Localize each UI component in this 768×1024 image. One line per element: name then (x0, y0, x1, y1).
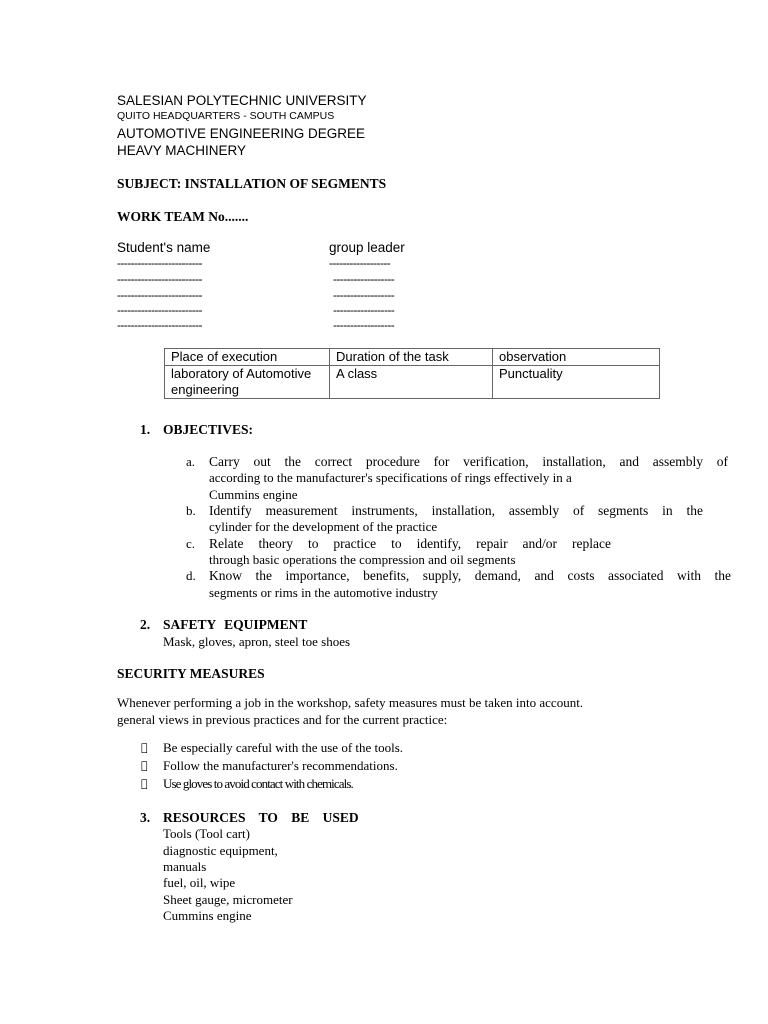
table-header-cell: Place of execution (165, 349, 330, 366)
group-member-blank: ------------------ (333, 288, 395, 302)
objective-b-line-1: Identify measurement instruments, installation, assembly of segments in the (209, 503, 703, 518)
area-name: HEAVY MACHINERY (117, 143, 247, 158)
table-cell: A class (330, 366, 493, 399)
table-header-cell: Duration of the task (330, 349, 493, 366)
resource-item: Tools (Tool cart) (163, 826, 250, 841)
group-leader-blank: ------------------ (329, 256, 391, 270)
bullet-icon (141, 777, 148, 790)
resource-item: fuel, oil, wipe (163, 875, 236, 890)
table-header-row (165, 349, 660, 366)
student-name-blank: ------------------------- (117, 318, 202, 332)
objectives-number: 1. (140, 422, 151, 437)
security-item: Use gloves to avoid contact with chemicals. (163, 776, 353, 791)
student-name-blank: ------------------------- (117, 303, 202, 317)
campus-name: QUITO HEADQUARTERS - SOUTH CAMPUS (117, 110, 335, 122)
table-cell: laboratory of Automotive engineering (165, 366, 330, 399)
objective-c-line-1: Relate theory to practice to identify, repair and/or replace (209, 536, 611, 551)
student-name-blank: ------------------------- (117, 256, 202, 270)
student-name-blank: ------------------------- (117, 288, 202, 302)
group-member-blank: ------------------ (333, 303, 395, 317)
group-leader-header: group leader (329, 240, 405, 255)
student-name-blank: ------------------------- (117, 272, 202, 286)
objective-letter: d. (186, 568, 196, 583)
resource-item: manuals (163, 859, 207, 874)
resources-number: 3. (140, 810, 151, 825)
degree-name: AUTOMOTIVE ENGINEERING DEGREE (117, 126, 366, 141)
student-name-header: Student's name (117, 240, 211, 255)
bullet-icon (141, 759, 148, 772)
table-header-cell: observation (493, 349, 660, 366)
objective-d-line-2: segments or rims in the automotive industry (209, 585, 438, 600)
objective-letter: c. (186, 536, 196, 551)
security-paragraph-1: Whenever performing a job in the workshop, safety measures must be taken into account. (117, 695, 584, 710)
table-cell: Punctuality (493, 366, 660, 399)
objective-b-line-2: cylinder for the development of the practice (209, 519, 438, 534)
safety-heading: SAFETY EQUIPMENT (163, 617, 308, 632)
objective-letter: a. (186, 454, 196, 469)
objective-c-line-2: through basic operations the compression and oil segments (209, 552, 516, 567)
security-paragraph-2: general views in previous practices and for the current practice: (117, 712, 448, 727)
group-member-blank: ------------------ (333, 272, 395, 286)
resource-item: Cummins engine (163, 908, 252, 923)
security-item: Follow the manufacturer's recommendations. (163, 758, 398, 773)
objective-letter: b. (186, 503, 196, 518)
table-row (165, 366, 660, 399)
objective-d-line-1: Know the importance, benefits, supply, demand, and costs associated with the (209, 568, 731, 583)
subject-heading: SUBJECT: INSTALLATION OF SEGMENTS (117, 176, 387, 191)
safety-items: Mask, gloves, apron, steel toe shoes (163, 634, 351, 649)
work-team-heading: WORK TEAM No....... (117, 209, 249, 224)
objective-a-line-1: Carry out the correct procedure for verification, installation, and assembly of (209, 454, 728, 469)
objective-a-line-2: according to the manufacturer's specifications of rings effectively in a (209, 470, 572, 485)
resource-item: diagnostic equipment, (163, 843, 278, 858)
objectives-heading: OBJECTIVES: (163, 422, 254, 437)
security-item: Be especially careful with the use of the tools. (163, 740, 404, 755)
safety-number: 2. (140, 617, 151, 632)
security-heading: SECURITY MEASURES (117, 666, 265, 681)
resources-heading: RESOURCES TO BE USED (163, 810, 359, 825)
execution-info-table (164, 348, 660, 399)
bullet-icon (141, 741, 148, 754)
university-name: SALESIAN POLYTECHNIC UNIVERSITY (117, 93, 367, 108)
group-member-blank: ------------------ (333, 318, 395, 332)
resource-item: Sheet gauge, micrometer (163, 892, 293, 907)
objective-a-line-3: Cummins engine (209, 487, 298, 502)
